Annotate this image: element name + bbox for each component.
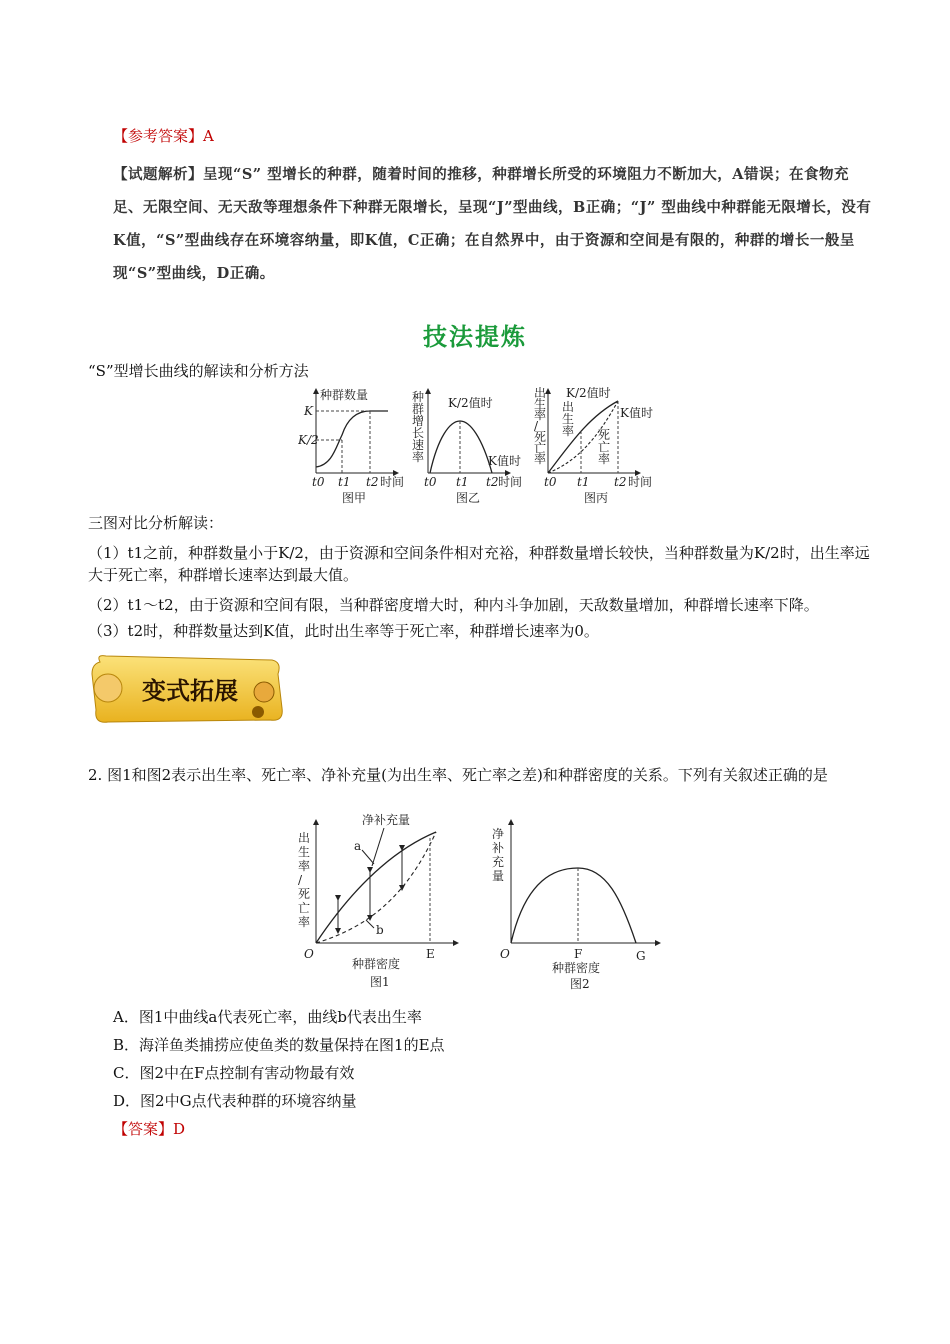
point-text: t2时，种群数量达到K值，此时出生率等于死亡率，种群增长速率为0。 [127,622,599,640]
point-1 [88,542,878,586]
point-3 [88,620,878,642]
intro-text: “S”型增长曲线的解读和分析方法 [88,362,309,380]
bing-death: 死亡率 [598,428,611,466]
point-number: （2） [88,596,128,614]
jia-t2: t2 [366,475,379,489]
question-number: 2. [88,766,103,784]
option-c: C．图2中在F点控制有害动物最有效 [113,1064,355,1082]
point-number: （1） [88,544,128,562]
jia-ylabel: 种群数量 [320,388,369,402]
bing-k: K值时 [620,406,653,420]
figure-2 [492,822,658,991]
yi-k2: K/2值时 [448,396,493,410]
fig1-o: O [304,947,314,961]
yi-t0: t0 [424,475,437,489]
fig2-o: O [500,947,510,961]
growth-rate-curve [430,421,492,473]
jia-caption: 图甲 [342,491,367,505]
fig2-caption: 图2 [570,977,590,991]
point-text: t1之前，种群数量小于K/2，由于资源和空间条件相对充裕，种群数量增长较快，当种群数量为K/2时，出生率远大于死亡率，种群增长速率达到最大值。 [88,544,870,584]
figure-bing [534,387,653,505]
bing-t2: t2 [614,475,627,489]
figure-1 [298,812,456,989]
answer [113,1118,185,1139]
question-stem [88,762,878,789]
question-text: 图1和图2表示出生率、死亡率、净补充量(为出生率、死亡率之差)和种群密度的关系。下列有关叙述正确的是 [107,766,828,784]
fig1-b: b [376,923,384,937]
jia-k2: K/2 [298,433,319,447]
badge-text: 变式拓展 [142,676,238,705]
point-number: （3） [88,622,128,640]
option-b: B．海洋鱼类捕捞应使鱼类的数量保持在图1的E点 [113,1036,445,1054]
bing-birth: 出生率 [562,400,575,438]
net-recruitment-curve [511,868,636,943]
answer-label: 【答案】 [113,1120,174,1138]
bing-xlabel: 时间 [628,475,653,489]
analysis-label: 【试题解析】 [113,166,203,183]
jia-t0: t0 [312,475,325,489]
fig1-xlabel: 种群密度 [352,957,401,971]
fig2-xlabel: 种群密度 [552,961,601,975]
bing-caption: 图丙 [584,491,609,505]
bing-k2: K/2值时 [566,387,611,400]
jia-k: K [304,404,313,418]
answer-value: D [173,1120,186,1138]
point-2 [88,594,878,616]
fig1-ylabel: 出生率/死亡率 [298,831,311,929]
fig1-net: 净补充量 [362,813,411,827]
yi-xlabel: 时间 [498,475,523,489]
fig2-g: G [636,949,646,963]
figure-yi [412,390,522,505]
bing-t1: t1 [577,475,590,489]
fig1-e: E [426,947,435,961]
s-curve-figures [298,387,658,507]
s-curve [316,411,388,467]
compare-title: 三图对比分析解读： [88,514,224,532]
analysis-text: 呈现“S” 型增长的种群，随着时间的推移，种群增长所受的环境阻力不断加大，A错误；在食物充足、无限空间、无天敌等理想条件下种群无限增长，呈现“J”型曲线，B正确；“J” 型曲线中种群能无限增长，没有K值，“S”型曲线存在环境容纳量，即K值，C正确；在自然界中，由于资源和空间是有限的，种群的增长一般呈现“S”型曲线，D正确。 [113,166,872,282]
question-figures [296,808,676,993]
jia-t1: t1 [338,475,351,489]
section-title: 技法提炼 [423,322,527,351]
yi-ylabel: 种群增长速率 [412,390,425,464]
option-a: A．图1中曲线a代表死亡率，曲线b代表出生率 [113,1008,422,1026]
variant-badge [86,652,286,726]
fig1-caption: 图1 [370,975,390,989]
bing-ylabel: 出生率/死亡率 [534,387,547,466]
bing-t0: t0 [544,475,557,489]
reference-answer-label: 【参考答案】 [113,127,204,145]
figure-jia [298,387,404,505]
reference-answer-value: A [203,127,214,145]
yi-t1: t1 [456,475,469,489]
reference-answer [113,125,214,146]
jia-xlabel: 时间 [380,475,405,489]
option-d: D．图2中G点代表种群的环境容纳量 [113,1092,357,1110]
yi-t2: t2 [486,475,499,489]
yi-caption: 图乙 [456,491,481,505]
analysis-paragraph [113,158,873,290]
fig2-ylabel: 净补充量 [492,827,505,883]
yi-k: K值时 [488,454,521,468]
point-text: t1～t2，由于资源和空间有限，当种群密度增大时，种内斗争加剧，天敌数量增加，种群增长速率下降。 [127,596,819,614]
fig1-a: a [354,839,362,853]
fig2-f: F [574,947,583,961]
